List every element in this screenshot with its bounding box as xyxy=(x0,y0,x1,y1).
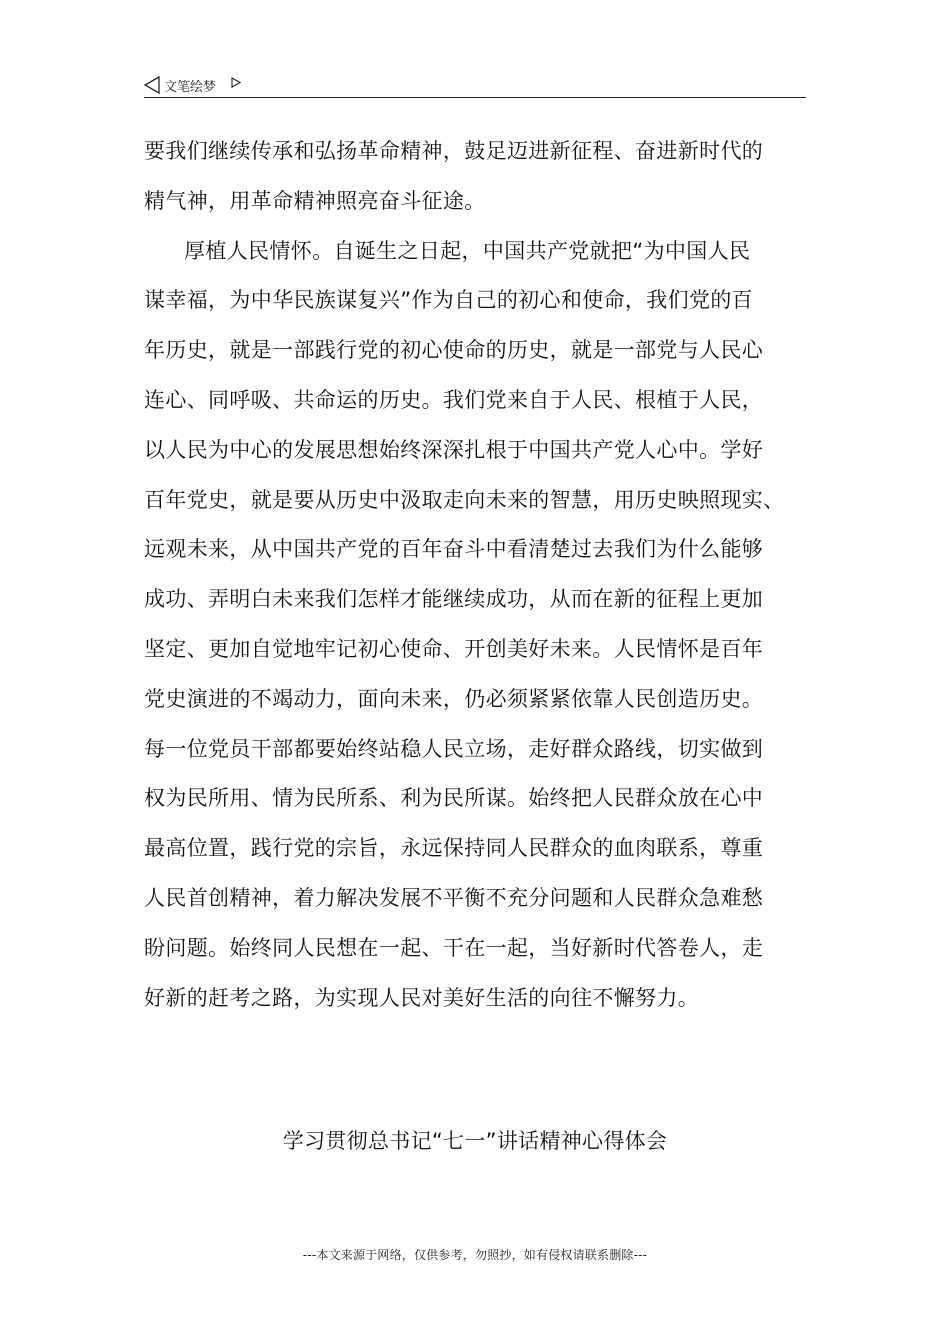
body-line: 权为民所用、情为民所系、利为民所谋。始终把人民群众放在心中 xyxy=(144,786,764,811)
section-title: 学习贯彻总书记“七一”讲话精神心得体会 xyxy=(282,1129,668,1153)
body-line: 谋幸福，为中华民族谋复兴”作为自己的初心和使命，我们党的百 xyxy=(144,288,754,313)
body-line: 党史演进的不竭动力，面向未来，仍必须紧紧依靠人民创造历史。 xyxy=(144,686,764,711)
body-line: 以人民为中心的发展思想始终深深扎根于中国共产党人心中。学好 xyxy=(144,437,764,462)
body-line: 盼问题。始终同人民想在一起、干在一起，当好新时代答卷人，走 xyxy=(144,935,764,960)
body-line: 要我们继续传承和弘扬革命精神，鼓足迈进新征程、奋进新时代的 xyxy=(144,139,764,163)
body-text xyxy=(144,127,806,1023)
body-line: 年历史，就是一部践行党的初心使命的历史，就是一部党与人民心 xyxy=(144,338,764,363)
body-line: 每一位党员干部都要始终站稳人民立场，走好群众路线，切实做到 xyxy=(144,736,764,761)
footer-note: ---本文来源于网络，仅供参考，勿照抄，如有侵权请联系删除--- xyxy=(302,1248,648,1262)
body-line: 最高位置，践行党的宗旨，永远保持同人民群众的血肉联系，尊重 xyxy=(144,836,764,861)
header-divider xyxy=(144,97,806,98)
body-line: 连心、同呼吸、共命运的历史。我们党来自于人民、根植于人民， xyxy=(144,387,764,412)
body-line: 坚定、更加自觉地牢记初心使命、开创美好未来。人民情怀是百年 xyxy=(144,636,764,661)
body-line: 厚植人民情怀。自诞生之日起，中国共产党就把“为中国人民 xyxy=(184,238,751,263)
body-line: 人民首创精神，着力解决发展不平衡不充分问题和人民群众急难愁 xyxy=(144,885,764,910)
body-line: 百年党史，就是要从历史中汲取走向未来的智慧，用历史映照现实、 xyxy=(144,487,785,512)
body-line: 成功、弄明白未来我们怎样才能继续成功，从而在新的征程上更加 xyxy=(144,587,764,612)
body-line: 精气神，用革命精神照亮奋斗征途。 xyxy=(144,188,486,213)
page-header xyxy=(144,74,806,98)
header-brand: 文笔绘梦 xyxy=(164,80,217,95)
body-line: 好新的赶考之路，为实现人民对美好生活的向往不懈努力。 xyxy=(144,985,700,1010)
body-line: 远观未来，从中国共产党的百年奋斗中看清楚过去我们为什么能够 xyxy=(144,537,764,562)
triangle-right-icon xyxy=(231,77,241,88)
